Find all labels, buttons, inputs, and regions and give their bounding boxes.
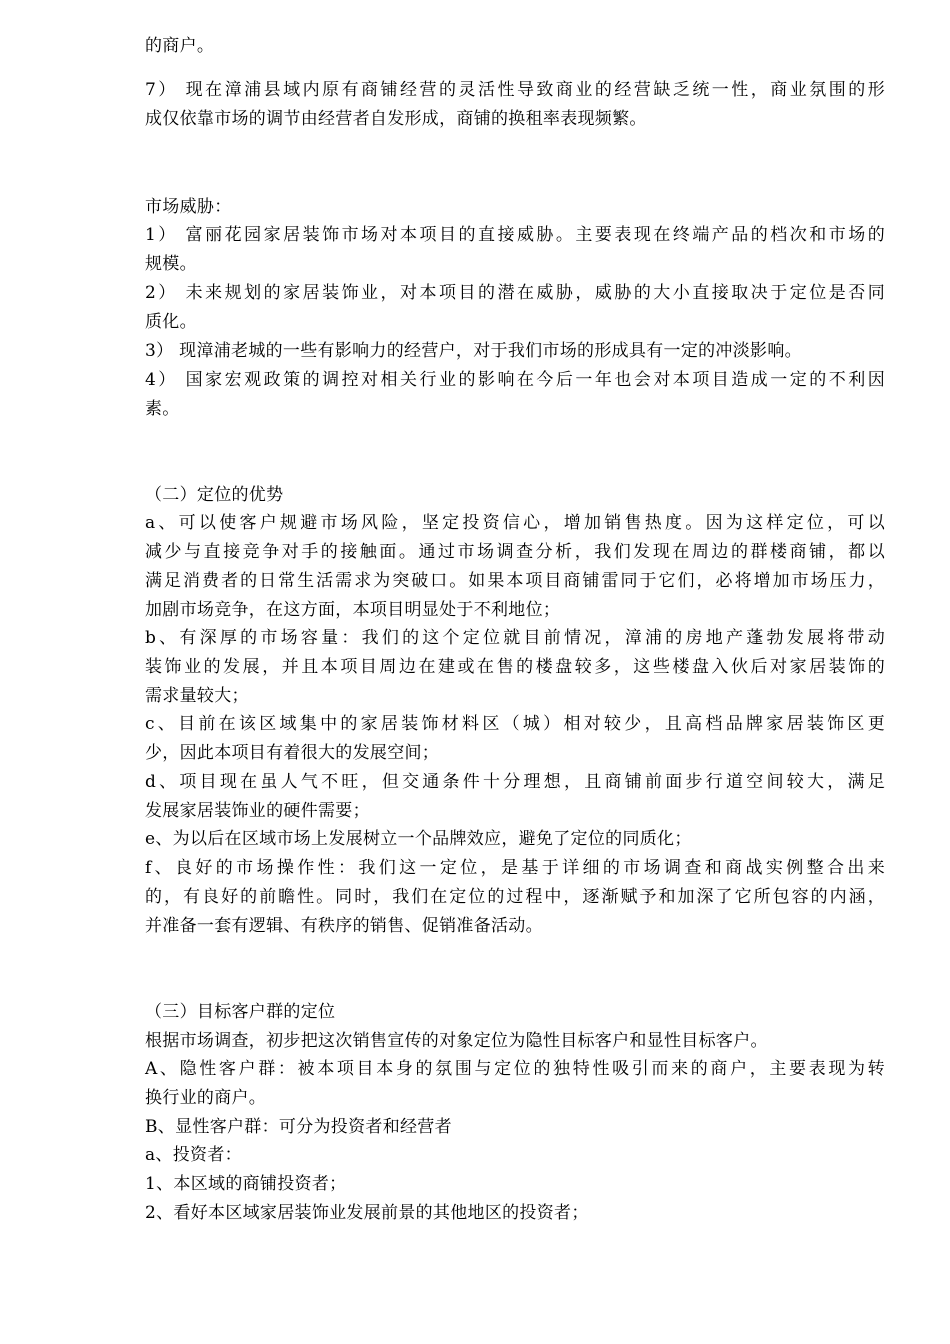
customer-group-b: B、显性客户群：可分为投资者和经营者 bbox=[145, 1117, 452, 1137]
threat-item-2: 2） 未来规划的家居装饰业，对本项目的潜在威胁，威胁的大小直接取决于定位是否同 bbox=[145, 283, 885, 303]
section-heading-target-customers: （三）目标客户群的定位 bbox=[145, 1002, 336, 1022]
text-line: 减少与直接竞争对手的接触面。通过市场调查分析，我们发现在周边的群楼商铺，都以 bbox=[145, 542, 885, 562]
text-line: 满足消费者的日常生活需求为突破口。如果本项目商铺雷同于它们，必将增加市场压力， bbox=[145, 571, 885, 591]
text-line: 需求量较大； bbox=[145, 686, 249, 706]
investor-item-1: 1、本区域的商铺投资者； bbox=[145, 1174, 347, 1194]
advantage-a: a、可以使客户规避市场风险，坚定投资信心，增加销售热度。因为这样定位，可以 bbox=[145, 513, 885, 533]
section-heading-positioning-advantages: （二）定位的优势 bbox=[145, 485, 284, 505]
opportunity-item-7: 7） 现在漳浦县域内原有商铺经营的灵活性导致商业的经营缺乏统一性，商业氛围的形 bbox=[145, 80, 885, 100]
advantage-e: e、为以后在区域市场上发展树立一个品牌效应，避免了定位的同质化； bbox=[145, 829, 692, 849]
investor-heading: a、投资者： bbox=[145, 1145, 242, 1165]
text-line: 并准备一套有逻辑、有秩序的销售、促销准备活动。 bbox=[145, 916, 543, 936]
advantage-d: d、项目现在虽人气不旺，但交通条件十分理想，且商铺前面步行道空间较大，满足 bbox=[145, 772, 885, 792]
threat-item-1: 1） 富丽花园家居装饰市场对本项目的直接威胁。主要表现在终端产品的档次和市场的 bbox=[145, 225, 885, 245]
text-line: 发展家居装饰业的硬件需要； bbox=[145, 801, 370, 821]
text-line: 加剧市场竞争，在这方面，本项目明显处于不利地位； bbox=[145, 600, 561, 620]
text-line: 装饰业的发展，并且本项目周边在建或在售的楼盘较多，这些楼盘入伙后对家居装饰的 bbox=[145, 657, 885, 677]
text-line: 的商户。 bbox=[145, 36, 215, 56]
text-line: 的，有良好的前瞻性。同时，我们在定位的过程中，逐渐赋予和加深了它所包容的内涵， bbox=[145, 887, 885, 907]
text-line: 质化。 bbox=[145, 312, 197, 332]
threat-item-4: 4） 国家宏观政策的调控对相关行业的影响在今后一年也会对本项目造成一定的不利因 bbox=[145, 370, 885, 390]
text-line: 素。 bbox=[145, 399, 180, 419]
text-line: 根据市场调查，初步把这次销售宣传的对象定位为隐性目标客户和显性目标客户。 bbox=[145, 1031, 768, 1051]
text-line: 规模。 bbox=[145, 254, 197, 274]
text-line: 成仅依靠市场的调节由经营者自发形成，商铺的换租率表现频繁。 bbox=[145, 109, 647, 129]
text-line: 换行业的商户。 bbox=[145, 1088, 267, 1108]
customer-group-a: A、隐性客户群：被本项目本身的氛围与定位的独特性吸引而来的商户，主要表现为转 bbox=[145, 1059, 885, 1079]
threat-item-3: 3） 现漳浦老城的一些有影响力的经营户，对于我们市场的形成具有一定的冲淡影响。 bbox=[145, 341, 802, 361]
advantage-b: b、有深厚的市场容量：我们的这个定位就目前情况，漳浦的房地产蓬勃发展将带动 bbox=[145, 628, 885, 648]
advantage-c: c、目前在该区域集中的家居装饰材料区（城）相对较少，且高档品牌家居装饰区更 bbox=[145, 714, 885, 734]
text-line: 少，因此本项目有着很大的发展空间； bbox=[145, 743, 440, 763]
investor-item-2: 2、看好本区域家居装饰业发展前景的其他地区的投资者； bbox=[145, 1203, 589, 1223]
section-heading-market-threats: 市场威胁： bbox=[145, 197, 232, 217]
advantage-f: f、良好的市场操作性：我们这一定位，是基于详细的市场调查和商战实例整合出来 bbox=[145, 858, 885, 878]
